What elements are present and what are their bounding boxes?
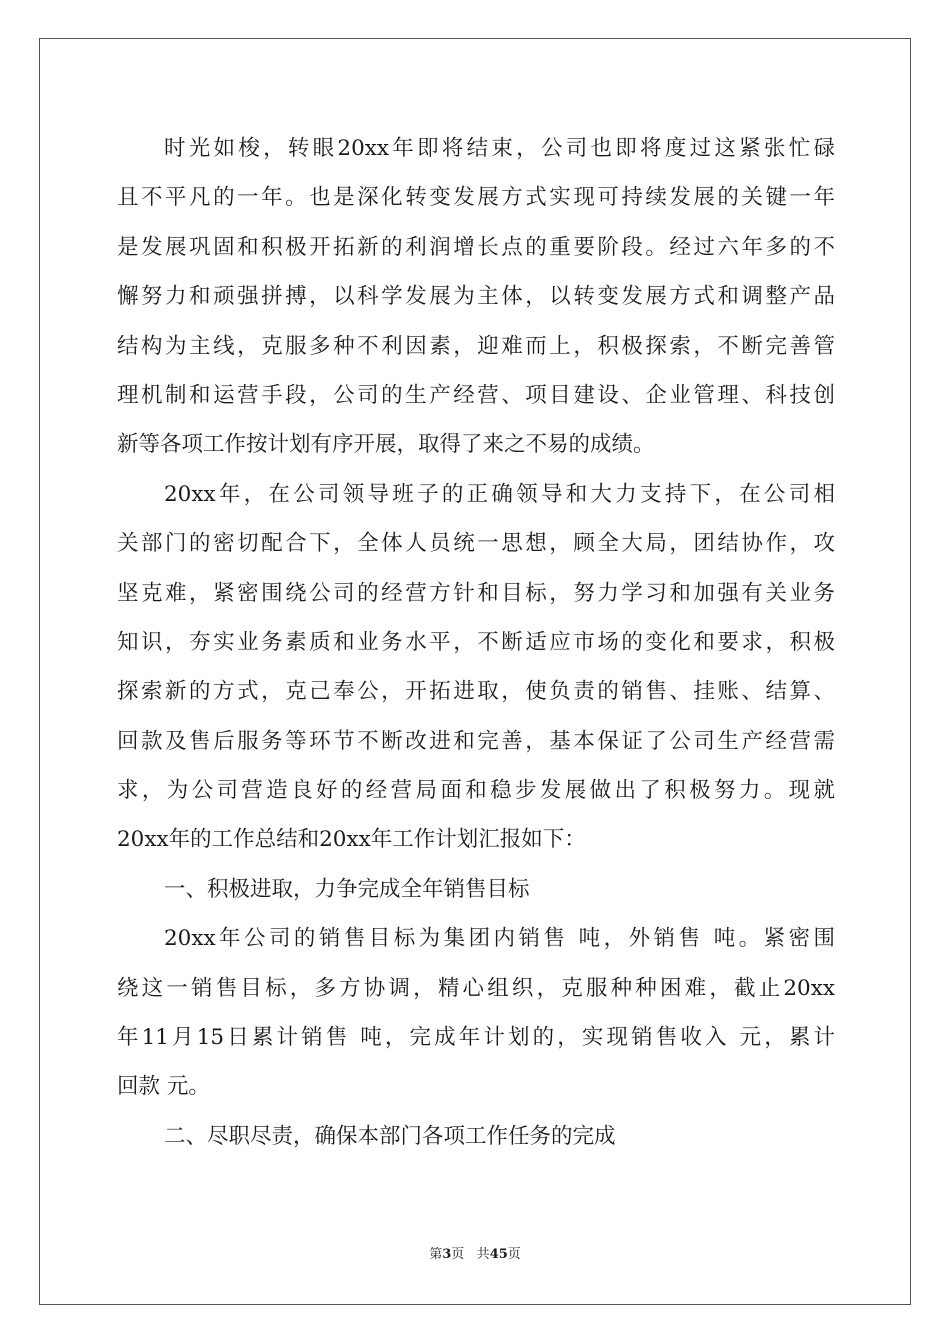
- paragraph-3: [117, 914, 835, 1112]
- text-line: 回款及售后服务等环节不断改进和完善，基本保证了公司生产经营需: [117, 728, 835, 754]
- page-suffix: 页: [451, 1247, 465, 1262]
- text-line: 20xx年，在公司领导班子的正确领导和大力支持下，在公司相: [164, 481, 835, 507]
- text-line: 坚克难，紧密围绕公司的经营方针和目标，努力学习和加强有关业务: [117, 580, 835, 606]
- page-footer: [0, 1245, 950, 1265]
- heading-text: 二、尽职尽责，确保本部门各项工作任务的完成: [164, 1123, 616, 1149]
- total-pages: 45: [489, 1247, 508, 1262]
- section-heading-2: [117, 1112, 835, 1161]
- text-line: 回款 元。: [117, 1074, 210, 1100]
- text-line: 懈努力和顽强拼搏，以科学发展为主体，以转变发展方式和调整产品: [117, 284, 835, 310]
- text-line: 绕这一销售目标，多方协调，精心组织，克服种种困难，截止20xx: [117, 975, 835, 1001]
- paragraph-2: [117, 470, 835, 865]
- heading-text: 一、积极进取，力争完成全年销售目标: [164, 876, 530, 902]
- page-prefix: 第: [429, 1247, 443, 1262]
- page-number: 3: [442, 1247, 452, 1262]
- text-line: 理机制和运营手段，公司的生产经营、项目建设、企业管理、科技创: [117, 382, 835, 408]
- text-line: 20xx年的工作总结和20xx年工作计划汇报如下：: [117, 827, 586, 853]
- text-line: 探索新的方式，克己奉公，开拓进取，使负责的销售、挂账、结算、: [117, 679, 835, 705]
- section-heading-1: [117, 865, 835, 914]
- text-line: 时光如梭，转眼20xx年即将结束，公司也即将度过这紧张忙碌: [164, 136, 835, 161]
- paragraph-1: [117, 124, 835, 470]
- document-body: [117, 124, 835, 1161]
- total-suffix: 页: [507, 1247, 521, 1262]
- text-line: 20xx年公司的销售目标为集团内销售 吨，外销售 吨。紧密围: [164, 926, 835, 952]
- text-line: 结构为主线，克服多种不利因素，迎难而上，积极探索，不断完善管: [117, 333, 835, 359]
- text-line: 且不平凡的一年。也是深化转变发展方式实现可持续发展的关键一年: [117, 185, 835, 211]
- text-line: 关部门的密切配合下，全体人员统一思想，顾全大局，团结协作，攻: [117, 531, 835, 557]
- text-line: 新等各项工作按计划有序开展，取得了来之不易的成绩。: [117, 432, 655, 458]
- text-line: 求，为公司营造良好的经营局面和稳步发展做出了积极努力。现就: [117, 778, 835, 804]
- total-prefix: 共: [476, 1247, 490, 1262]
- text-line: 知识，夯实业务素质和业务水平，不断适应市场的变化和要求，积极: [117, 629, 835, 655]
- text-line: 是发展巩固和积极开拓新的利润增长点的重要阶段。经过六年多的不: [117, 234, 835, 260]
- text-line: 年11月15日累计销售 吨，完成年计划的，实现销售收入 元，累计: [117, 1025, 835, 1051]
